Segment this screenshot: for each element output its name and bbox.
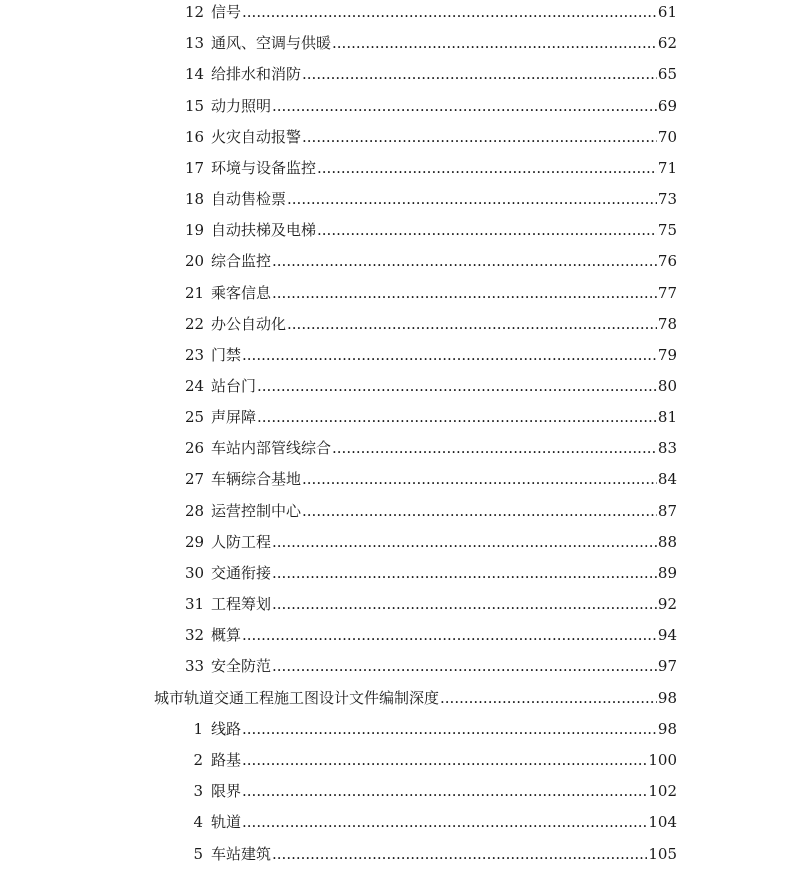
toc-entry-page: 84	[657, 470, 677, 488]
toc-entry-page: 102	[648, 782, 677, 800]
dot-leader	[332, 438, 657, 458]
dot-leader	[242, 625, 657, 645]
toc-entry[interactable]	[185, 251, 677, 271]
toc-entry-page: 78	[657, 315, 677, 333]
toc-entry-number: 22	[185, 315, 205, 333]
toc-entry-page: 92	[657, 595, 677, 613]
toc-entry[interactable]	[185, 33, 677, 53]
toc-entry-title: 办公自动化	[211, 315, 287, 333]
toc-entry[interactable]	[185, 469, 677, 489]
toc-entry-title: 信号	[211, 3, 242, 21]
dot-leader	[332, 33, 657, 53]
toc-entry-title: 限界	[211, 782, 242, 800]
toc-entry-page: 104	[648, 813, 677, 831]
toc-entry-page: 100	[648, 751, 677, 769]
toc-entry-page: 87	[657, 502, 677, 520]
dot-leader	[272, 283, 657, 303]
toc-entry[interactable]	[185, 594, 677, 614]
toc-entry-number: 21	[185, 284, 205, 302]
dot-leader	[302, 127, 657, 147]
toc-entry-number: 19	[185, 221, 205, 239]
toc-entry-page: 83	[657, 439, 677, 457]
dot-leader	[272, 844, 647, 864]
toc-entry[interactable]	[185, 501, 677, 521]
toc-entry-title: 门禁	[211, 346, 242, 364]
toc-entry-title: 运营控制中心	[211, 502, 302, 520]
dot-leader	[440, 688, 657, 708]
toc-entry-page: 81	[657, 408, 677, 426]
dot-leader	[242, 2, 657, 22]
toc-entry-page: 89	[657, 564, 677, 582]
toc-entry-number: 16	[185, 128, 205, 146]
toc-entry-title: 线路	[211, 720, 242, 738]
toc-entry[interactable]	[185, 750, 677, 770]
dot-leader	[272, 96, 657, 116]
dot-leader	[242, 750, 647, 770]
toc-entry[interactable]	[185, 376, 677, 396]
toc-entry-page: 70	[657, 128, 677, 146]
dot-leader	[257, 376, 657, 396]
toc-entry[interactable]	[185, 438, 677, 458]
toc-entry-title: 环境与设备监控	[211, 159, 317, 177]
toc-entry-page: 97	[657, 657, 677, 675]
toc-entry-number: 20	[185, 252, 205, 270]
toc-entry-title: 概算	[211, 626, 242, 644]
toc-chapter-entry[interactable]	[154, 688, 677, 708]
toc-entry[interactable]	[185, 2, 677, 22]
toc-entry-number: 18	[185, 190, 205, 208]
toc-entry-page: 105	[648, 845, 677, 863]
toc-entry[interactable]	[185, 314, 677, 334]
toc-entry-page: 76	[657, 252, 677, 270]
dot-leader	[257, 407, 657, 427]
toc-entry-title: 轨道	[211, 813, 242, 831]
toc-entry[interactable]	[185, 812, 677, 832]
toc-entry-number: 27	[185, 470, 205, 488]
toc-entry-page: 94	[657, 626, 677, 644]
toc-entry-title: 自动售检票	[211, 190, 287, 208]
toc-entry[interactable]	[185, 719, 677, 739]
toc-entry[interactable]	[185, 532, 677, 552]
dot-leader	[317, 220, 657, 240]
toc-entry-title: 车辆综合基地	[211, 470, 302, 488]
toc-entry-title: 路基	[211, 751, 242, 769]
toc-entry-page: 69	[657, 97, 677, 115]
toc-entry-title: 车站建筑	[211, 845, 272, 863]
dot-leader	[272, 563, 657, 583]
toc-entry[interactable]	[185, 781, 677, 801]
toc-entry-number: 12	[185, 3, 205, 21]
toc-entry-page: 77	[657, 284, 677, 302]
toc-entry[interactable]	[185, 283, 677, 303]
toc-entry-title: 站台门	[211, 377, 257, 395]
toc-entry-number: 23	[185, 346, 205, 364]
toc-entry[interactable]	[185, 127, 677, 147]
toc-entry-number: 25	[185, 408, 205, 426]
toc-entry-page: 75	[657, 221, 677, 239]
toc-entry-page: 98	[657, 689, 677, 707]
toc-entry-page: 80	[657, 377, 677, 395]
dot-leader	[272, 532, 657, 552]
toc-entry-number: 17	[185, 159, 205, 177]
toc-entry-title: 交通衔接	[211, 564, 272, 582]
toc-chapter-title: 城市轨道交通工程施工图设计文件编制深度	[154, 689, 440, 707]
toc-entry-page: 65	[657, 65, 677, 83]
toc-entry-page: 71	[657, 159, 677, 177]
toc-entry-page: 98	[657, 720, 677, 738]
toc-entry-page: 79	[657, 346, 677, 364]
toc-entry[interactable]	[185, 64, 677, 84]
toc-entry[interactable]	[185, 407, 677, 427]
dot-leader	[272, 251, 657, 271]
toc-entry-page: 61	[657, 3, 677, 21]
dot-leader	[242, 812, 647, 832]
toc-entry-title: 人防工程	[211, 533, 272, 551]
toc-entry-title: 声屏障	[211, 408, 257, 426]
toc-entry-page: 73	[657, 190, 677, 208]
toc-entry-number: 2	[193, 751, 203, 769]
toc-entry-number: 15	[185, 97, 205, 115]
toc-entry-number: 32	[185, 626, 205, 644]
dot-leader	[242, 345, 657, 365]
dot-leader	[317, 158, 657, 178]
dot-leader	[242, 781, 647, 801]
toc-entry-title: 通风、空调与供暖	[211, 34, 332, 52]
toc-entry-title: 安全防范	[211, 657, 272, 675]
dot-leader	[242, 719, 657, 739]
toc-entry-number: 24	[185, 377, 205, 395]
toc-entry[interactable]	[185, 189, 677, 209]
toc-entry-title: 给排水和消防	[211, 65, 302, 83]
toc-entry-page: 62	[657, 34, 677, 52]
dot-leader	[272, 594, 657, 614]
toc-entry-title: 综合监控	[211, 252, 272, 270]
toc-entry-title: 动力照明	[211, 97, 272, 115]
toc-entry-title: 乘客信息	[211, 284, 272, 302]
dot-leader	[302, 501, 657, 521]
toc-entry-number: 33	[185, 657, 205, 675]
toc-entry-title: 车站内部管线综合	[211, 439, 332, 457]
dot-leader	[272, 656, 657, 676]
dot-leader	[302, 469, 657, 489]
toc-entry[interactable]	[185, 220, 677, 240]
toc-entry-number: 14	[185, 65, 205, 83]
toc-entry-number: 28	[185, 502, 205, 520]
toc-entry[interactable]	[185, 563, 677, 583]
toc-entry-page: 88	[657, 533, 677, 551]
toc-entry-title: 火灾自动报警	[211, 128, 302, 146]
toc-entry-number: 3	[193, 782, 203, 800]
toc-entry-title: 自动扶梯及电梯	[211, 221, 317, 239]
toc-entry-number: 30	[185, 564, 205, 582]
toc-entry-number: 5	[193, 845, 203, 863]
toc-entry[interactable]	[185, 844, 677, 864]
toc-entry-number: 29	[185, 533, 205, 551]
dot-leader	[287, 314, 657, 334]
toc-entry[interactable]	[185, 96, 677, 116]
toc-entry-number: 13	[185, 34, 205, 52]
toc-entry-number: 31	[185, 595, 205, 613]
toc-entry-title: 工程筹划	[211, 595, 272, 613]
dot-leader	[287, 189, 657, 209]
toc-entry[interactable]	[185, 625, 677, 645]
toc-entry[interactable]	[185, 345, 677, 365]
toc-entry-number: 4	[193, 813, 203, 831]
toc-entry-number: 1	[193, 720, 203, 738]
toc-entry[interactable]	[185, 656, 677, 676]
dot-leader	[302, 64, 657, 84]
toc-entry[interactable]	[185, 158, 677, 178]
toc-entry-number: 26	[185, 439, 205, 457]
